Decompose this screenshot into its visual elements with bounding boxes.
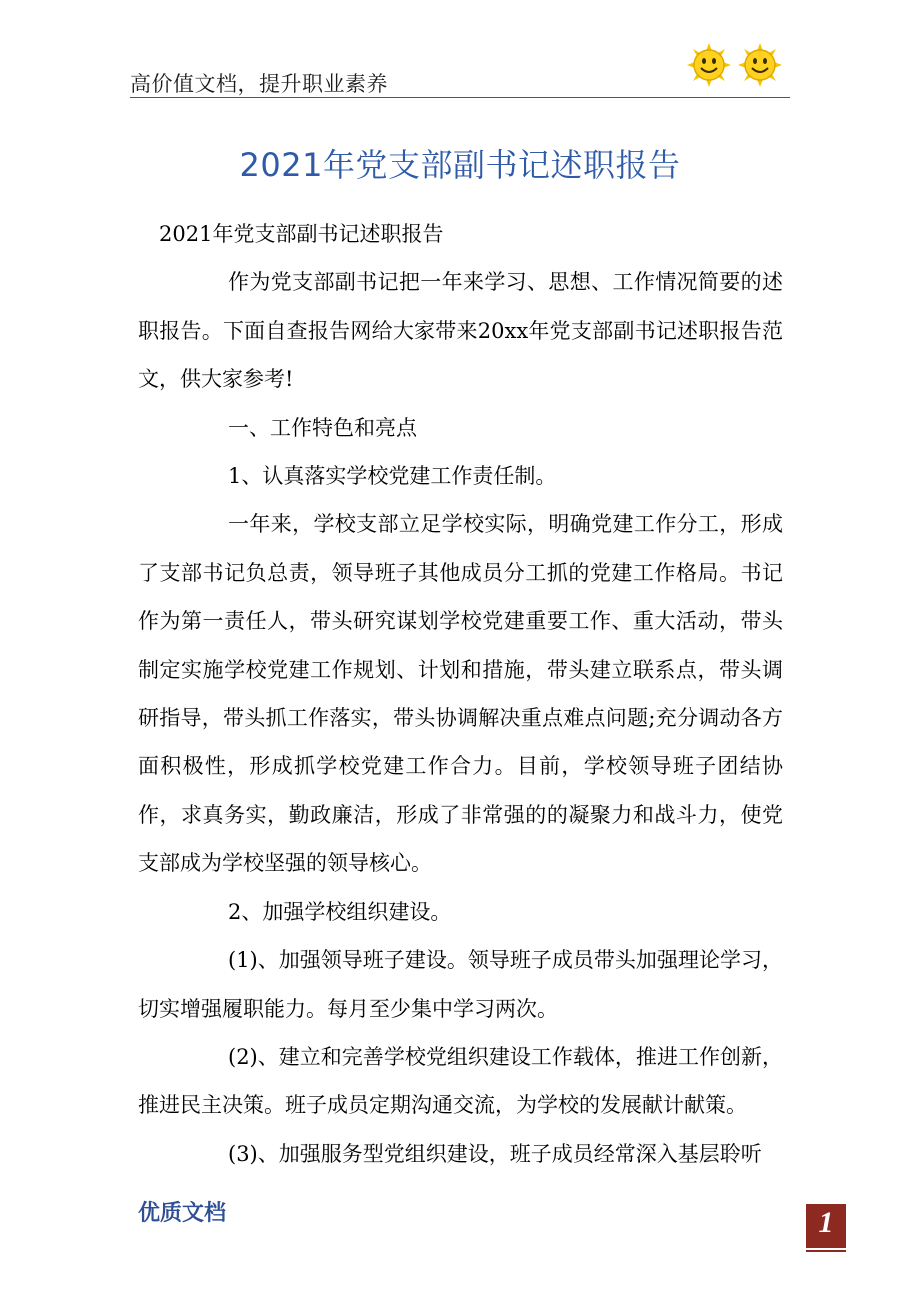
paragraph: 作为党支部副书记把一年来学习、思想、工作情况简要的述职报告。下面自查报告网给大家带来20xx年党支部副书记述职报告范文，供大家参考! [138,270,783,392]
subsection-heading: 1、认真落实学校党建工作责任制。 [228,464,557,489]
document-title: 2021年党支部副书记述职报告 [239,146,681,184]
header-text: 高价值文档，提升职业素养 [130,72,388,96]
paragraph: (3)、加强服务型党组织建设，班子成员经常深入基层聆听 [228,1141,762,1166]
paragraph: 一年来，学校支部立足学校实际，明确党建工作分工，形成了支部书记负总责，领导班子其他成员分工抓的党建工作格局。书记作为第一责任人，带头研究谋划学校党建重要工作、重大活动，带头制定实施学校党建工作规划、计划和措施，带头建立联系点，带头调研指导，带头抓工作落实，带头协调解决重点难点问题;充分调动各方面积极性，形成抓学校党建工作合力。目前，学校领导班子团结协作，求真务实，勤政廉洁，形成了非常强的的凝聚力和战斗力，使党支部成为学校坚强的领导核心。 [138,512,783,876]
subsection-heading: 2、加强学校组织建设。 [228,899,452,924]
header-divider [130,97,790,98]
footer-text: 优质文档 [138,1200,227,1226]
smiley-icon [737,42,783,88]
paragraph-subtitle: 2021年党支部副书记述职报告 [159,222,444,246]
paragraph: (2)、建立和完善学校党组织建设工作载体，推进工作创新，推进民主决策。班子成员定期沟通交流，为学校的发展献计献策。 [138,1044,783,1118]
document-body [138,210,783,1178]
smiley-icon [686,42,732,88]
page-number: 1 [818,1206,834,1239]
section-heading: 一、工作特色和亮点 [228,415,417,440]
page-number-badge [806,1204,846,1248]
page-number-underline [806,1250,846,1252]
paragraph: (1)、加强领导班子建设。领导班子成员带头加强理论学习，切实增强履职能力。每月至少集中学习两次。 [138,948,783,1021]
